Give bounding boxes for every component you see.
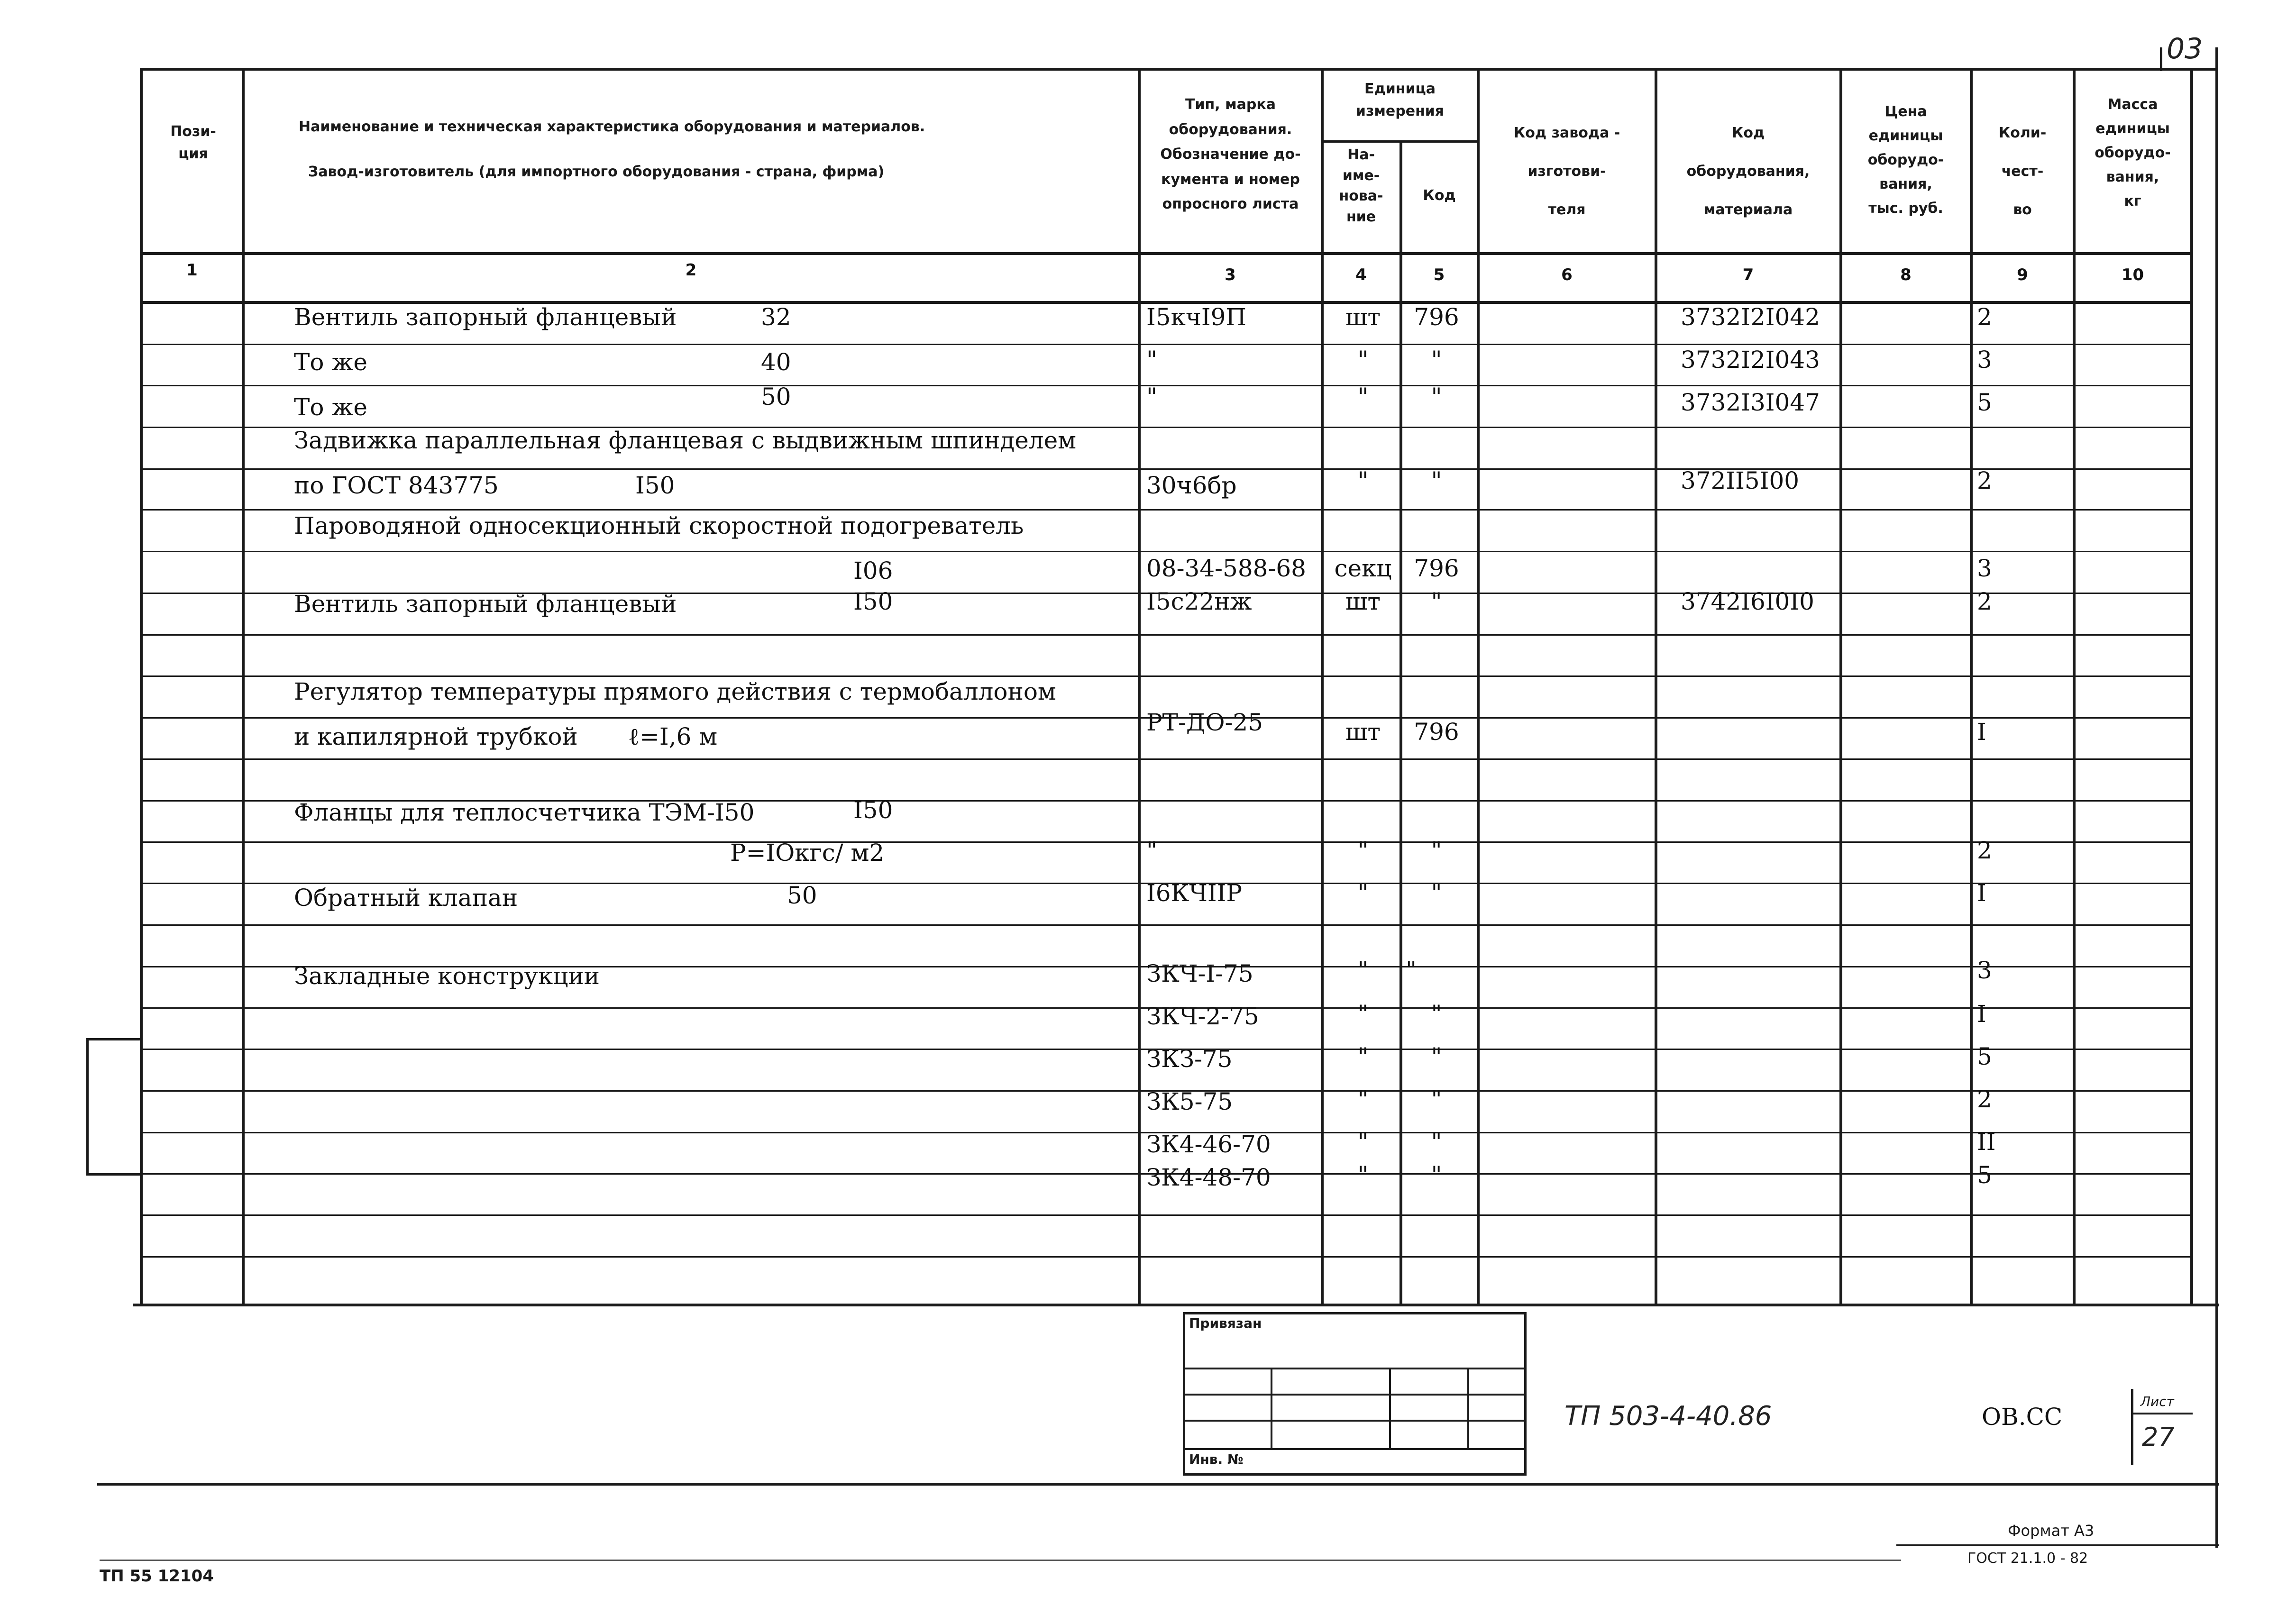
item-name: Вентиль запорный фланцевый xyxy=(294,590,677,618)
frame-right xyxy=(2215,47,2218,1548)
item-size: I50 xyxy=(853,796,893,824)
item-size: I50 xyxy=(853,588,893,615)
item-type: ЗКЗ-75 xyxy=(1146,1045,1233,1073)
item-unit: " xyxy=(1357,957,1369,984)
item-qty: 5 xyxy=(1977,1043,1992,1070)
sheet-number: 27 xyxy=(2142,1422,2175,1452)
item-size: 50 xyxy=(787,882,817,909)
inv-no-label: Инв. № xyxy=(1189,1451,1244,1467)
item-unit-code: 796 xyxy=(1414,303,1459,331)
col-number: 1 xyxy=(186,261,198,280)
col-number: 2 xyxy=(685,261,697,280)
item-qty: I xyxy=(1977,879,1986,907)
item-unit: " xyxy=(1357,879,1369,907)
item-unit: шт xyxy=(1345,588,1381,615)
item-unit-code: " xyxy=(1431,1128,1442,1156)
item-name: и капилярной трубкой xyxy=(294,723,578,750)
row-line xyxy=(140,634,2193,636)
stamp-line xyxy=(1183,1448,1527,1450)
header-price: Цена единицы оборудо- вания, тыс. руб. xyxy=(1867,103,1944,217)
row-line xyxy=(140,1256,2193,1258)
item-type: I5с22нж xyxy=(1146,588,1252,615)
item-qty: 2 xyxy=(1977,588,1992,615)
item-name: Пароводяной односекционный скоростной подогреватель xyxy=(294,512,1024,539)
item-size: 50 xyxy=(761,383,791,411)
item-type: I6КЧIIР xyxy=(1146,879,1243,907)
item-unit: " xyxy=(1357,1000,1369,1028)
item-name: То же xyxy=(294,348,367,376)
item-unit: " xyxy=(1357,837,1369,864)
item-unit-code: " xyxy=(1431,467,1442,494)
header-name-line1: Наименование и техническая характеристика оборудования и материалов. xyxy=(299,119,925,135)
item-qty: 3 xyxy=(1977,957,1992,984)
item-material-code: 3742I6I0I0 xyxy=(1681,588,1814,615)
item-unit-code: " xyxy=(1406,957,1417,984)
frame-bottom xyxy=(97,1483,2219,1486)
item-name: Вентиль запорный фланцевый xyxy=(294,303,677,331)
tp-label: ТП 55 12104 xyxy=(100,1567,214,1586)
row-line xyxy=(140,924,2193,926)
header-unit-name: На- име- нова- ние xyxy=(1339,146,1383,225)
item-name: То же xyxy=(294,393,367,421)
page-mark: 03 xyxy=(2167,32,2203,65)
item-material-code: 3732I2I043 xyxy=(1681,346,1820,374)
col-number: 10 xyxy=(2121,265,2144,284)
item-type: " xyxy=(1146,346,1157,374)
item-type: ЗК4-48-70 xyxy=(1146,1164,1271,1191)
header-type: Тип, марка оборудования. Обозначение до- кумента и номер опросного листа xyxy=(1160,96,1301,212)
item-type: " xyxy=(1146,837,1157,864)
item-type: 30ч6бр xyxy=(1146,472,1237,499)
stamp-line xyxy=(1183,1394,1527,1396)
header-unit-group: Единица измерения xyxy=(1355,81,1445,119)
item-type: " xyxy=(1146,383,1157,411)
item-unit: " xyxy=(1357,1043,1369,1070)
row-line xyxy=(140,1214,2193,1216)
col-number: 8 xyxy=(1900,265,1912,284)
format-label: Формат А3 xyxy=(2008,1522,2095,1540)
item-size: Р=IOкгс/ м2 xyxy=(730,839,885,867)
item-name: Закладные конструкции xyxy=(294,962,600,990)
row-line xyxy=(140,675,2193,677)
item-qty: 2 xyxy=(1977,837,1992,864)
item-name: Задвижка параллельная фланцевая с выдвижным шпинделем xyxy=(294,427,1077,454)
row-line xyxy=(140,509,2193,511)
frame-top xyxy=(140,68,2216,71)
item-type: РТ-ДО-25 xyxy=(1146,709,1263,736)
item-unit-code: " xyxy=(1431,879,1442,907)
item-qty: 3 xyxy=(1977,555,1992,582)
item-unit: " xyxy=(1357,467,1369,494)
row-line xyxy=(140,551,2193,552)
col-number: 9 xyxy=(2017,265,2028,284)
item-qty: 2 xyxy=(1977,1086,1992,1113)
item-unit: " xyxy=(1357,383,1369,411)
header-bottom xyxy=(140,252,2193,255)
item-size: ℓ=I,6 м xyxy=(628,723,718,750)
col-number: 3 xyxy=(1225,265,1236,284)
header-material-code: Код оборудования, материала xyxy=(1686,125,1810,218)
stamp-line xyxy=(1389,1368,1391,1448)
table-bottom xyxy=(133,1304,2219,1306)
item-unit-code: " xyxy=(1431,1161,1442,1189)
item-unit-code: " xyxy=(1431,1043,1442,1070)
page-mark-line xyxy=(2160,47,2162,71)
header-factory-code: Код завода - изготови- теля xyxy=(1513,125,1620,218)
unit-group-line xyxy=(1321,140,1477,143)
item-qty: 5 xyxy=(1977,389,1992,416)
item-size: I50 xyxy=(635,472,675,499)
header-unit-code: Код xyxy=(1423,187,1456,204)
item-unit-code: " xyxy=(1431,837,1442,864)
item-unit-code: " xyxy=(1431,1000,1442,1028)
margin-left xyxy=(86,1038,89,1176)
item-unit-code: " xyxy=(1431,588,1442,615)
margin-tick-1 xyxy=(86,1038,141,1040)
document-code: ТП 503-4-40.86 xyxy=(1564,1401,1772,1432)
stamp-line xyxy=(1467,1368,1469,1448)
header-mass: Масса единицы оборудо- вания, кг xyxy=(2095,96,2171,210)
footer-line xyxy=(1896,1544,2219,1546)
bottom-dash-line xyxy=(100,1560,1901,1561)
item-unit: секц xyxy=(1334,555,1392,582)
col-number: 4 xyxy=(1355,265,1367,284)
item-unit-code: 796 xyxy=(1414,718,1459,746)
item-material-code: 3732I3I047 xyxy=(1681,389,1820,416)
row-line xyxy=(140,385,2193,386)
item-unit-code: " xyxy=(1431,1086,1442,1113)
item-unit: шт xyxy=(1345,303,1381,331)
item-size: 40 xyxy=(761,348,791,376)
item-material-code: 372II5I00 xyxy=(1681,467,1800,494)
item-qty: 2 xyxy=(1977,467,1992,494)
item-name: по ГОСТ 843775 xyxy=(294,472,499,499)
col-number: 6 xyxy=(1561,265,1573,284)
item-unit-code: 796 xyxy=(1414,555,1459,582)
item-type: I5кчI9П xyxy=(1146,303,1247,331)
item-qty: I xyxy=(1977,1000,1986,1028)
item-type: ЗК4-46-70 xyxy=(1146,1131,1271,1158)
sheet-label: Лист xyxy=(2140,1394,2174,1409)
item-qty: 2 xyxy=(1977,303,1992,331)
item-size: 32 xyxy=(761,303,791,331)
row-line xyxy=(140,758,2193,760)
item-unit: " xyxy=(1357,1161,1369,1189)
item-unit: шт xyxy=(1345,718,1381,746)
item-name: Фланцы для теплосчетчика ТЭМ-I50 xyxy=(294,799,755,826)
item-qty: 3 xyxy=(1977,346,1992,374)
privyazan-label: Привязан xyxy=(1189,1315,1262,1331)
stamp-line xyxy=(1183,1420,1527,1422)
col-number: 7 xyxy=(1742,265,1754,284)
item-unit: " xyxy=(1357,1128,1369,1156)
header-position: Пози- ция xyxy=(170,123,216,162)
item-size: I06 xyxy=(853,557,893,584)
header-quantity: Коли- чест- во xyxy=(1998,125,2047,218)
row-line xyxy=(140,344,2193,345)
header-name-line2: Завод-изготовитель (для импортного оборудования - страна, фирма) xyxy=(308,164,885,180)
item-unit: " xyxy=(1357,346,1369,374)
item-unit-code: " xyxy=(1431,346,1442,374)
item-qty: I xyxy=(1977,718,1986,746)
item-name: Обратный клапан xyxy=(294,884,518,912)
item-qty: 5 xyxy=(1977,1161,1992,1189)
section-code: ОВ.СС xyxy=(1982,1403,2063,1431)
item-type: ЗК5-75 xyxy=(1146,1088,1233,1115)
item-type: 08-34-588-68 xyxy=(1146,555,1306,582)
col-number: 5 xyxy=(1433,265,1445,284)
item-type: ЗКЧ-I-75 xyxy=(1146,960,1253,987)
item-material-code: 3732I2I042 xyxy=(1681,303,1820,331)
sheet-box-line xyxy=(2131,1413,2193,1414)
item-name: Регулятор температуры прямого действия с термобаллоном xyxy=(294,678,1056,705)
item-qty: II xyxy=(1977,1128,1996,1156)
margin-tick-2 xyxy=(86,1173,141,1176)
stamp-line xyxy=(1183,1368,1527,1369)
gost-label: ГОСТ 21.1.0 - 82 xyxy=(1967,1550,2088,1567)
row-line xyxy=(140,841,2193,843)
item-unit-code: " xyxy=(1431,383,1442,411)
stamp-line xyxy=(1271,1368,1272,1448)
item-type: ЗКЧ-2-75 xyxy=(1146,1003,1259,1030)
item-unit: " xyxy=(1357,1086,1369,1113)
row-line xyxy=(140,468,2193,470)
